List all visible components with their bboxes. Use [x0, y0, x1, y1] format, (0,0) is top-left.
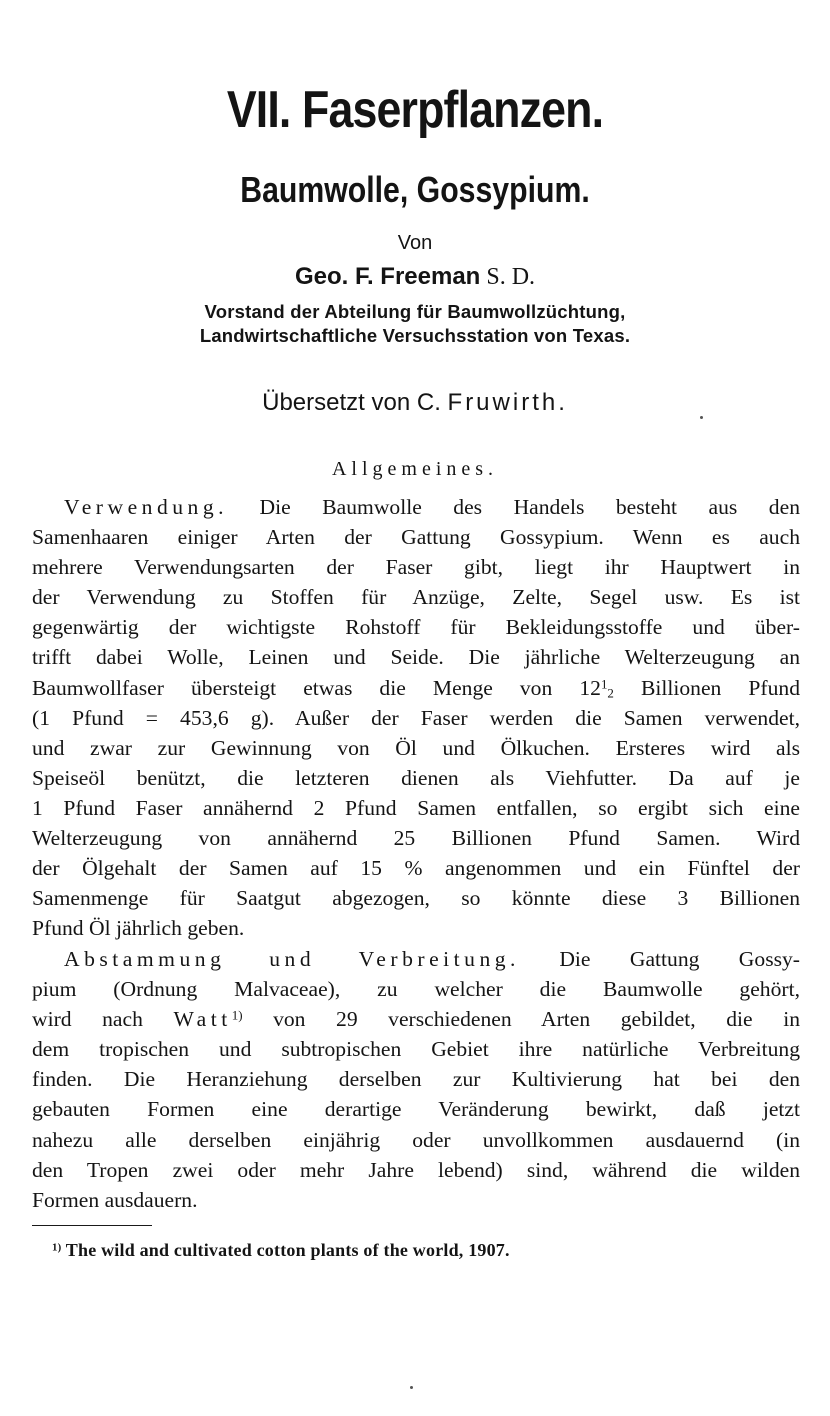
- text-run: Die Baumwolle des Handels besteht aus den: [228, 495, 800, 519]
- text-line: und zwar zur Gewinnung von Öl und Ölkuchen. Ersteres wird als: [32, 735, 800, 760]
- text-line: den Tropen zwei oder mehr Jahre lebend) sind, während die wilden: [32, 1157, 800, 1182]
- text-line: (1 Pfund = 453,6 g). Außer der Faser werden die Samen verwendet,: [32, 705, 800, 730]
- cited-author: Watt: [173, 1007, 232, 1032]
- paragraph-lead: Verwendung.: [64, 495, 229, 519]
- text-line: Welterzeugung von annähernd 25 Billionen Pfund Samen. Wird: [32, 826, 800, 851]
- text-line: 1 Pfund Faser annähernd 2 Pfund Samen entfallen, so ergibt sich eine: [32, 795, 800, 820]
- text-line: der Verwendung zu Stoffen für Anzüge, Zelte, Segel usw. Es ist: [32, 585, 800, 610]
- affiliation-line-2: Landwirtschaftliche Versuchsstation von Texas.: [199, 325, 631, 346]
- print-speck: [410, 1386, 413, 1389]
- print-speck: [700, 416, 703, 419]
- footnote-text: The wild and cultivated cotton plants of the world, 1907.: [61, 1240, 510, 1260]
- author-affiliation: [0, 300, 830, 348]
- fraction-numerator: 1: [600, 676, 608, 692]
- text-line: [32, 944, 800, 974]
- affiliation-line-1: Vorstand der Abteilung für Baumwollzüchtung,: [204, 301, 626, 322]
- text-line: pium (Ordnung Malvaceae), zu welcher die Baumwolle gehört,: [32, 977, 800, 1002]
- author-line: [0, 262, 830, 292]
- text-line: Samenmenge für Saatgut abgezogen, so könnte diese 3 Billionen: [32, 886, 800, 911]
- text-run: von 29 verschiedenen Arten gebildet, die in: [242, 1007, 800, 1032]
- text-line: [32, 492, 800, 522]
- text-run: Billionen Pfund: [613, 675, 800, 700]
- article-subtitle: Baumwolle, Gossypium.: [240, 169, 590, 210]
- paragraph-verwendung: [32, 492, 800, 943]
- text-run: Die Gattung Gossy-: [519, 947, 800, 971]
- chapter-title: VII. Faserpflanzen.: [226, 81, 604, 139]
- text-line: [32, 1004, 800, 1034]
- paragraph-abstammung: [32, 944, 800, 1215]
- text-line: der Ölgehalt der Samen auf 15 % angenommen und ein Fünftel der: [32, 856, 800, 881]
- footnote-reference[interactable]: 1): [231, 1007, 243, 1023]
- text-line: trifft dabei Wolle, Leinen und Seide. Die jährliche Welterzeugung an: [32, 645, 800, 670]
- text-line: mehrere Verwendungsarten der Faser gibt, liegt ihr Hauptwert in: [32, 555, 800, 580]
- translator-name: Fruwirth.: [447, 389, 568, 416]
- text-line: Speiseöl benützt, die letzteren dienen als Viehfutter. Da auf je: [32, 765, 800, 790]
- text-line: [32, 673, 800, 703]
- translator-line: [0, 388, 830, 418]
- text-run: wird nach: [32, 1007, 174, 1032]
- author-degree: S. D.: [486, 264, 536, 290]
- footnote-divider: [32, 1225, 152, 1226]
- text-line: dem tropischen und subtropischen Gebiet ihre natürliche Verbreitung: [32, 1037, 800, 1062]
- by-line: Von: [397, 232, 433, 254]
- text-run: Baumwollfaser übersteigt etwas die Menge von 12: [32, 675, 601, 700]
- text-line: Formen ausdauern.: [32, 1187, 198, 1212]
- translator-prefix: Übersetzt von C.: [262, 389, 441, 416]
- paragraph-lead: Abstammung und Verbreitung.: [64, 947, 520, 971]
- footnote-marker: 1): [52, 1241, 62, 1254]
- footnote: [52, 1238, 510, 1262]
- text-line: gebauten Formen eine derartige Veränderung bewirkt, daß jetzt: [32, 1097, 800, 1122]
- text-line: nahezu alle derselben einjährig oder unvollkommen ausdauernd (in: [32, 1127, 800, 1152]
- text-line: finden. Die Heranziehung derselben zur Kultivierung hat bei den: [32, 1067, 800, 1092]
- text-line: gegenwärtig der wichtigste Rohstoff für Bekleidungsstoffe und über-: [32, 615, 800, 640]
- text-line: Pfund Öl jährlich geben.: [32, 916, 245, 941]
- fraction-denominator: 2: [607, 685, 614, 701]
- section-heading: Allgemeines.: [331, 458, 499, 480]
- author-name: Geo. F. Freeman: [294, 263, 481, 290]
- text-line: Samenhaaren einiger Arten der Gattung Gossypium. Wenn es auch: [32, 525, 800, 550]
